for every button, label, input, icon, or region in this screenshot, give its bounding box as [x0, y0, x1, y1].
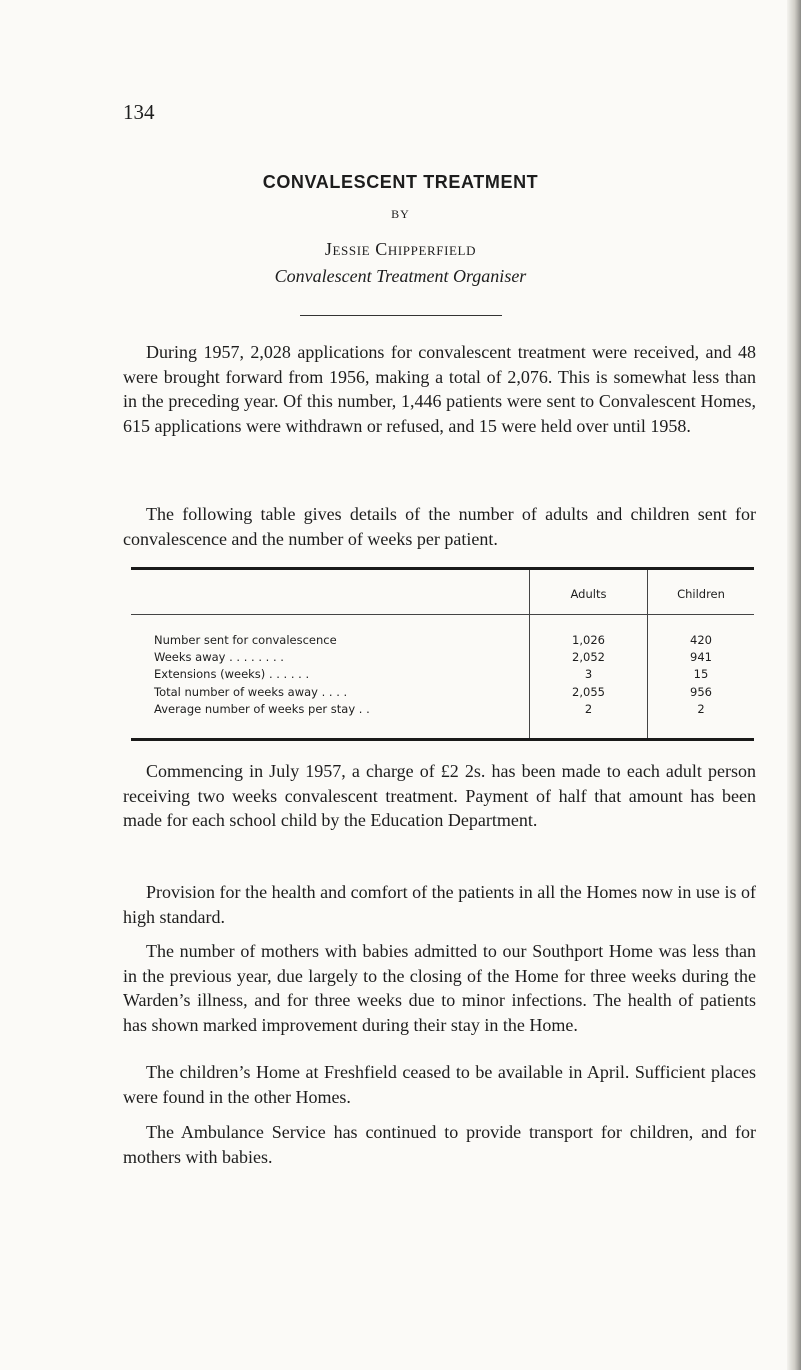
- page-edge-shadow: [787, 0, 801, 1370]
- table-header-children: Children: [648, 569, 755, 615]
- table-header-adults: Adults: [530, 569, 648, 615]
- row-label: Weeks away . . . . . . . .: [154, 650, 284, 665]
- paragraph-charges: Commencing in July 1957, a charge of £2 2s. has been made to each adult person receiving two weeks convalescent treatment. Payment of half that amount has been made for each school child by the Education Department.: [123, 761, 756, 830]
- table-header-row: [131, 569, 754, 615]
- byline-by: BY: [391, 207, 410, 221]
- adults-value: 2: [530, 701, 648, 718]
- convalescence-table: [131, 567, 754, 741]
- paragraph-freshfield: The children’s Home at Freshfield ceased to be available in April. Sufficient places were found in the other Homes.: [123, 1062, 756, 1107]
- author-role: Convalescent Treatment Organiser: [274, 266, 527, 286]
- row-label: Number sent for convalescence: [154, 632, 337, 647]
- adults-value: 3: [530, 666, 648, 683]
- table-row: [131, 701, 754, 718]
- table-row: [131, 666, 754, 683]
- adults-value: 1,026: [530, 631, 648, 648]
- paragraph-provision: Provision for the health and comfort of the patients in all the Homes now in use is of high standard.: [123, 882, 756, 927]
- adults-value: 2,052: [530, 648, 648, 665]
- children-value: 941: [648, 648, 755, 665]
- row-label: Average number of weeks per stay . .: [154, 702, 370, 717]
- table-row: [131, 683, 754, 700]
- author-name: Jessie Chipperfield: [324, 239, 477, 259]
- row-label: Total number of weeks away . . . .: [154, 684, 348, 699]
- children-value: 420: [648, 631, 755, 648]
- page-title: CONVALESCENT TREATMENT: [262, 172, 539, 192]
- table-row: [131, 631, 754, 648]
- paragraph-applications: During 1957, 2,028 applications for convalescent treatment were received, and 48 were brought forward from 1956, making a total of 2,076. This is somewhat less than in the preceding year. Of this number, 1,446 patients were sent to Convalescent Homes, 615 applications were withdrawn or refused, and 15 were held over until 1958.: [123, 342, 756, 436]
- children-value: 956: [648, 683, 755, 700]
- table-header-blank: [131, 569, 530, 615]
- paragraph-ambulance: The Ambulance Service has continued to provide transport for children, and for mothers with babies.: [123, 1122, 756, 1167]
- adults-value: 2,055: [530, 683, 648, 700]
- paragraph-southport: The number of mothers with babies admitted to our Southport Home was less than in the previous year, due largely to the closing of the Home for three weeks during the Warden’s illness, and for three weeks due to minor infections. The health of patients has shown marked improvement during their stay in the Home.: [123, 941, 756, 1035]
- table-row: [131, 648, 754, 665]
- children-value: 2: [648, 701, 755, 718]
- paragraph-table-intro: The following table gives details of the number of adults and children sent for convalescence and the number of weeks per patient.: [123, 504, 756, 549]
- title-divider: [300, 315, 502, 316]
- page-number: 134: [123, 100, 155, 124]
- row-label: Extensions (weeks) . . . . . .: [154, 667, 310, 682]
- children-value: 15: [648, 666, 755, 683]
